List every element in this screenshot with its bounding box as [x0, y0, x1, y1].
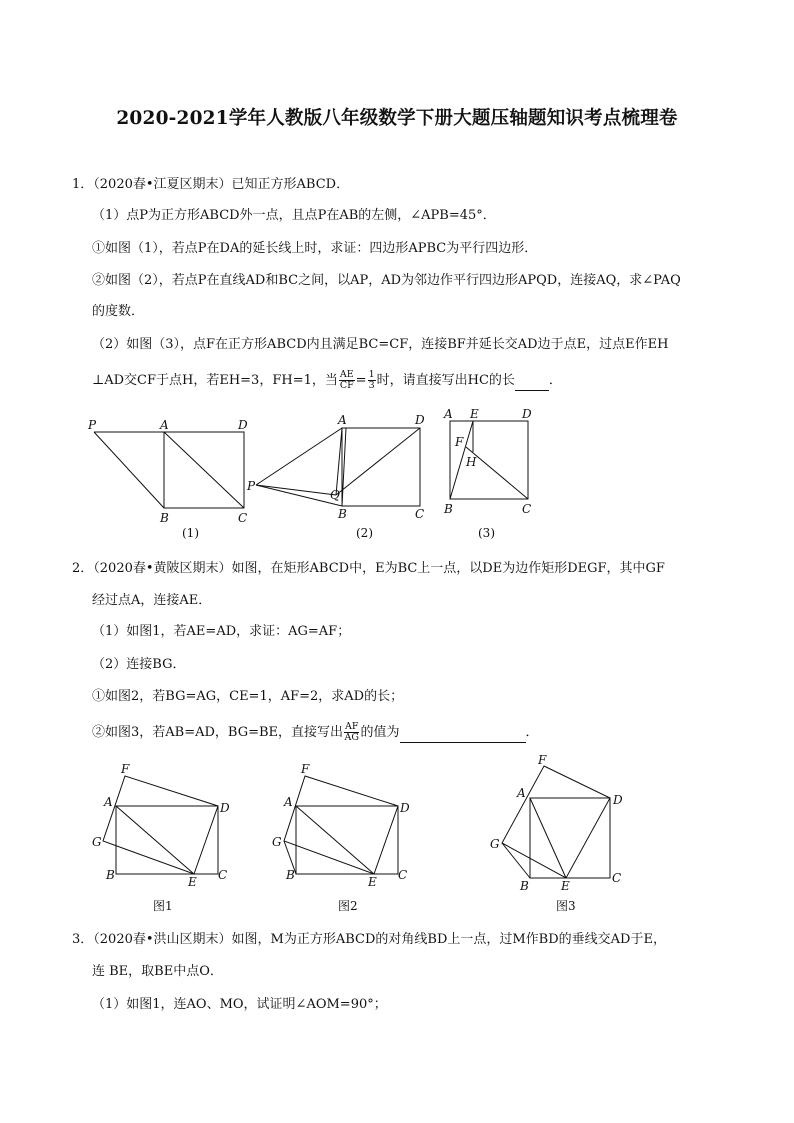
svg-text:A: A	[338, 413, 347, 427]
svg-text:E: E	[470, 407, 479, 421]
svg-text:B: B	[338, 507, 347, 521]
problem-3-heading: 3．（2020春•洪山区期末）如图，M为正方形ABCD的对角线BD上一点，过M作BD的垂线交AD于E，	[72, 932, 666, 947]
problem-2-part-2: （2）连接BG．	[92, 657, 186, 672]
problem-1-part-2-cont: ⊥AD交CF于点H，若EH=3，FH=1，当 $\frac{AE}{CF}$ = $\frac{1}{3}$ 时，请直接写出HC的长 ．	[92, 369, 562, 391]
svg-text:F: F	[121, 762, 130, 776]
fraction-af-ag: $\frac{AF}{AG}$	[344, 721, 359, 743]
svg-text:A: A	[444, 407, 453, 421]
problem-2-sub-1: ①如图2，若BG=AG，CE=1，AF=2，求AD的长；	[92, 689, 404, 704]
svg-text:A: A	[517, 786, 526, 800]
svg-text:F: F	[538, 753, 547, 767]
svg-text:B: B	[106, 868, 115, 882]
svg-text:D: D	[400, 801, 410, 815]
svg-text:A: A	[284, 795, 293, 809]
problem-2-heading: 2．（2020春•黄陂区期末）如图，在矩形ABCD中，E为BC上一点，以DE为边作矩形DEGF，其中GF	[72, 561, 665, 576]
problem-1-part-1: （1）点P为正方形ABCD外一点，且点P在AB的左侧，∠APB=45°．	[92, 208, 496, 223]
problem-1-sub-2-cont: 的度数．	[92, 304, 145, 319]
svg-text:B: B	[444, 502, 453, 516]
svg-text:E: E	[368, 875, 377, 889]
svg-text:G: G	[272, 835, 282, 849]
svg-text:A: A	[160, 418, 169, 432]
svg-text:G: G	[490, 837, 500, 851]
caption-fig-2-1: 图1	[153, 899, 173, 913]
svg-text:B: B	[160, 511, 169, 525]
svg-text:D: D	[415, 413, 425, 427]
problem-3-part-1: （1）如图1，连AO、MO，试证明∠AOM=90°；	[92, 997, 387, 1012]
svg-text:D: D	[220, 801, 230, 815]
svg-text:F: F	[301, 762, 310, 776]
svg-text:E: E	[561, 879, 570, 893]
problem-1-heading: 1．（2020春•江夏区期末）已知正方形ABCD．	[72, 177, 350, 192]
problem-2-heading-cont: 经过点A，连接AE．	[92, 593, 212, 608]
svg-text:F: F	[455, 435, 464, 449]
svg-text:E: E	[188, 875, 197, 889]
label-P: P	[88, 418, 97, 432]
problem-2-part-1: （1）如图1，若AE=AD，求证：AG=AF；	[92, 624, 351, 639]
page-title: 2020-2021学年人教版八年级数学下册大题压轴题知识考点梳理卷	[116, 108, 678, 129]
svg-text:H: H	[466, 455, 477, 469]
svg-text:P: P	[247, 479, 256, 493]
svg-text:C: C	[415, 507, 425, 521]
problem-1-sub-1: ①如图（1），若点P在DA的延长线上时，求证：四边形APBC为平行四边形．	[92, 241, 538, 256]
svg-text:C: C	[398, 868, 408, 882]
fraction-one-third: $\frac{1}{3}$	[368, 369, 375, 391]
svg-text:Q: Q	[330, 488, 340, 502]
svg-text:D: D	[522, 407, 532, 421]
svg-text:B: B	[520, 879, 529, 893]
caption-fig-1-2: (2)	[356, 526, 373, 540]
caption-fig-1-1: (1)	[182, 526, 199, 540]
caption-fig-2-2: 图2	[338, 899, 358, 913]
svg-text:G: G	[92, 835, 102, 849]
svg-text:C: C	[218, 868, 228, 882]
problem-2-sub-2: ②如图3，若AB=AD，BG=BE，直接写出 $\frac{AF}{AG}$ 的值为 ．	[92, 721, 539, 743]
svg-text:D: D	[613, 793, 623, 807]
svg-text:C: C	[522, 502, 532, 516]
problem-1-sub-2: ②如图（2），若点P在直线AD和BC之间，以AP，AD为邻边作平行四边形APQD，连接AQ，求∠PAQ	[92, 273, 681, 288]
caption-fig-2-3: 图3	[556, 899, 576, 913]
svg-text:D: D	[238, 418, 248, 432]
fraction-ae-cf: $\frac{AE}{CF}$	[339, 369, 354, 391]
svg-text:B: B	[286, 868, 295, 882]
svg-text:C: C	[238, 511, 248, 525]
problem-1-part-2: （2）如图（3），点F在正方形ABCD内且满足BC=CF，连接BF并延长交AD边于点E，过点E作EH	[92, 337, 669, 352]
svg-text:C: C	[612, 871, 622, 885]
caption-fig-1-3: (3)	[478, 526, 495, 540]
svg-text:A: A	[104, 795, 113, 809]
problem-3-heading-cont: 连 BE，取BE中点O．	[92, 964, 223, 979]
